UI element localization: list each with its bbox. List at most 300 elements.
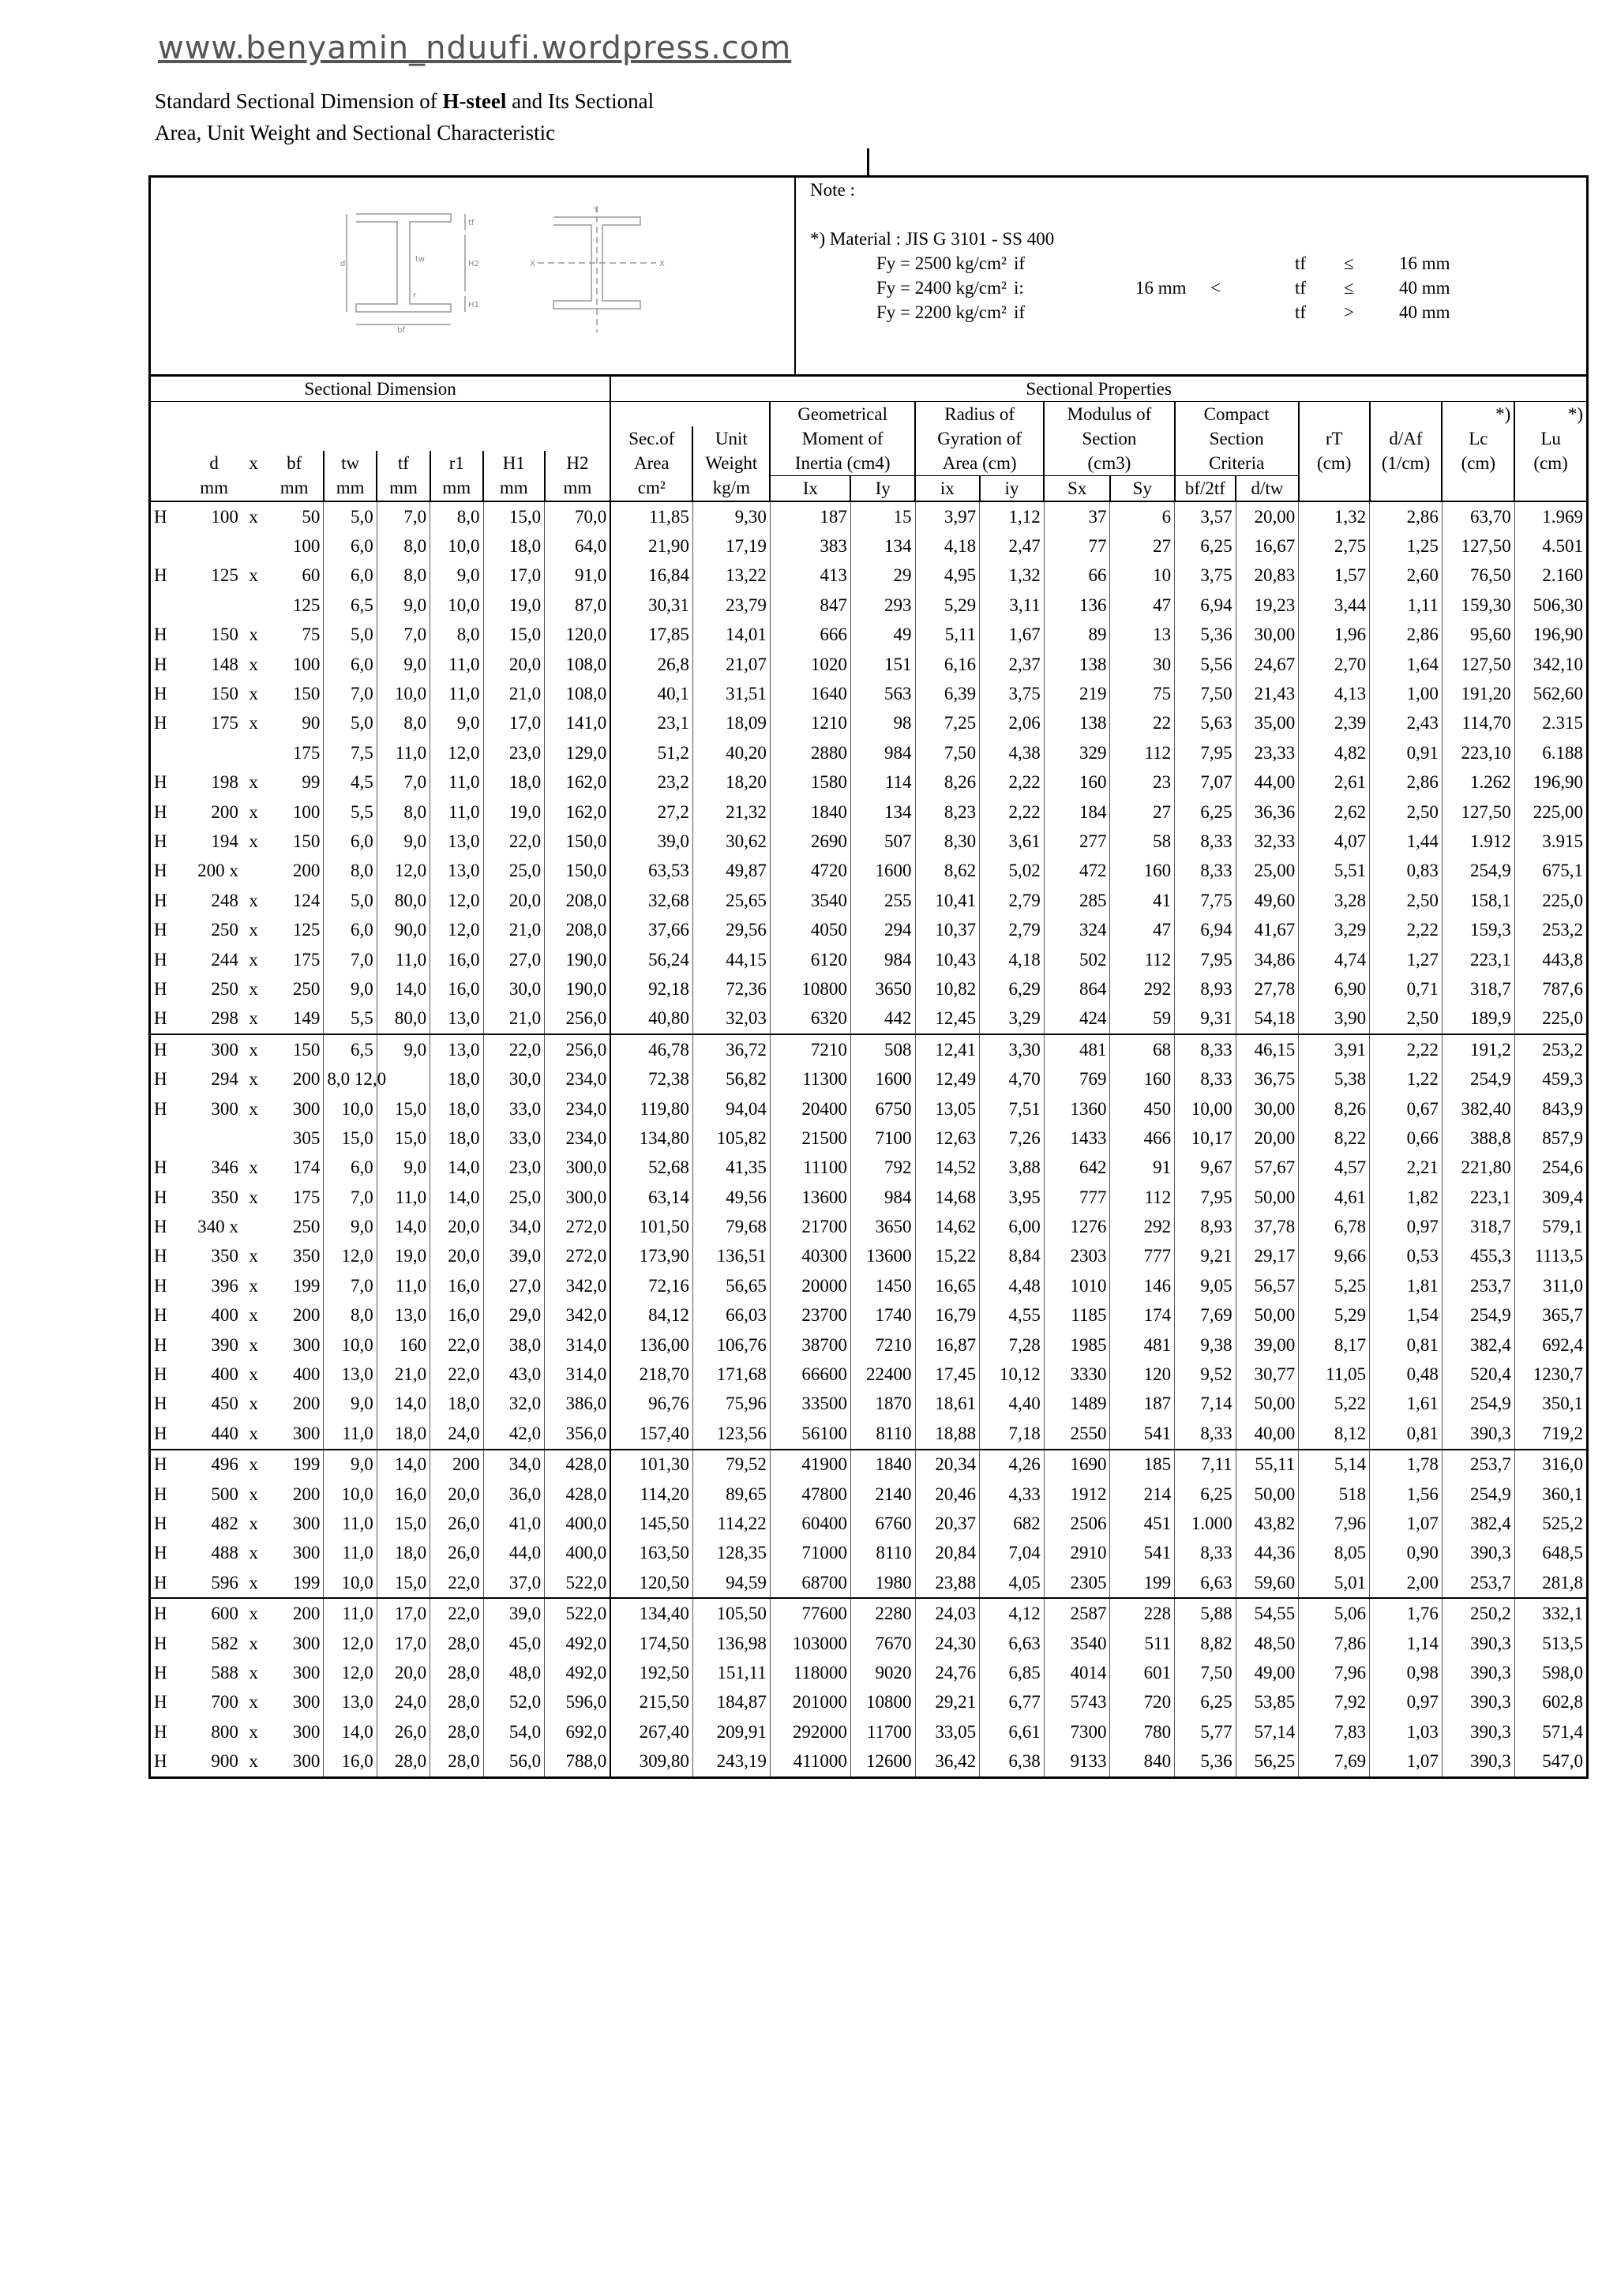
- table-cell: 40,80: [610, 1004, 692, 1034]
- table-cell: 5743: [1044, 1688, 1110, 1717]
- table-cell: 507: [850, 827, 915, 856]
- table-cell: 450: [211, 1394, 238, 1414]
- table-cell: 12,0: [430, 915, 483, 944]
- table-cell: 100: [292, 654, 321, 674]
- table-cell: H: [154, 1008, 167, 1029]
- table-cell: 150: [211, 625, 238, 645]
- table-cell: 390,3: [1442, 1419, 1514, 1449]
- table-cell: H: [154, 1484, 167, 1504]
- table-cell: 18,0: [483, 768, 545, 797]
- table-cell: 675,1: [1514, 857, 1587, 886]
- table-cell: 105,82: [692, 1124, 770, 1153]
- table-cell: 8,93: [1175, 974, 1236, 1004]
- table-cell: 12,63: [915, 1124, 980, 1153]
- table-cell: 4,61: [1299, 1183, 1370, 1212]
- table-cell: x: [249, 890, 258, 910]
- table-cell: 36,72: [692, 1034, 770, 1064]
- table-cell: 22,0: [430, 1568, 483, 1598]
- table-cell: 7,50: [1175, 679, 1236, 708]
- table-cell: 18,88: [915, 1419, 980, 1449]
- table-cell: 14,68: [915, 1183, 980, 1212]
- table-cell: 8,05: [1299, 1539, 1370, 1568]
- table-cell: 541: [1110, 1539, 1175, 1568]
- table-cell: x: [249, 1721, 258, 1742]
- table-cell: 390,3: [1442, 1629, 1514, 1658]
- table-cell: 1,12: [980, 501, 1045, 531]
- table-cell: 37,66: [610, 915, 692, 944]
- site-url[interactable]: www.benyamin_nduufi.wordpress.com: [158, 30, 792, 66]
- table-cell: 563: [850, 679, 915, 708]
- table-cell: 390: [211, 1334, 238, 1355]
- table-cell: 1640: [770, 679, 850, 708]
- table-cell: 34,86: [1236, 945, 1299, 974]
- table-cell: 134: [850, 797, 915, 827]
- table-row: [150, 1034, 1588, 1064]
- table-cell: 329: [1044, 738, 1110, 767]
- table-cell: 6,25: [1175, 797, 1236, 827]
- table-cell: 11,0: [430, 768, 483, 797]
- table-cell: 4,05: [980, 1568, 1045, 1598]
- table-cell: 20,0: [430, 1242, 483, 1271]
- table-cell: 13,0: [324, 1688, 377, 1717]
- table-cell: 52,0: [483, 1688, 545, 1717]
- table-cell: 340 x: [197, 1217, 238, 1237]
- table-cell: x: [249, 831, 258, 851]
- table-cell: 1,56: [1370, 1480, 1443, 1509]
- table-cell: 7,5: [324, 738, 377, 767]
- table-cell: 342,0: [545, 1271, 611, 1300]
- table-cell: 598,0: [1514, 1658, 1587, 1687]
- table-row: [150, 1629, 1588, 1658]
- table-cell: 13,0: [377, 1301, 430, 1330]
- table-cell: 2,70: [1299, 650, 1370, 679]
- table-row: [150, 561, 1588, 591]
- table-cell: x: [249, 1484, 258, 1504]
- table-cell: 253,2: [1514, 915, 1587, 944]
- table-cell: 6320: [770, 1004, 850, 1034]
- table-cell: 6: [1110, 501, 1175, 531]
- table-cell: 84,12: [610, 1301, 692, 1330]
- table-cell: 496: [186, 1450, 241, 1480]
- table-body: [150, 501, 1588, 1777]
- table-cell: 8,23: [915, 797, 980, 827]
- table-row: [150, 1301, 1588, 1330]
- table-cell: 13,22: [692, 561, 770, 591]
- table-cell: 388,8: [1442, 1124, 1514, 1153]
- table-cell: 386,0: [545, 1390, 611, 1419]
- table-cell: 24,67: [1236, 650, 1299, 679]
- table-cell: 4050: [770, 915, 850, 944]
- table-cell: 63,14: [610, 1183, 692, 1212]
- table-cell: 16,84: [610, 561, 692, 591]
- table-cell: 300: [292, 1334, 321, 1355]
- table-cell: 2,61: [1299, 768, 1370, 797]
- table-cell: H: [154, 831, 167, 851]
- table-cell: 250: [292, 1217, 321, 1237]
- table-cell: 2690: [770, 827, 850, 856]
- table-cell: 40,1: [610, 679, 692, 708]
- table-cell: 37,78: [1236, 1212, 1299, 1241]
- table-row: [150, 1419, 1588, 1449]
- table-cell: 75,96: [692, 1390, 770, 1419]
- table-cell: 49,00: [1236, 1658, 1299, 1687]
- table-cell: 41,35: [692, 1154, 770, 1183]
- table-cell: 38,0: [483, 1330, 545, 1360]
- table-cell: 7,07: [1175, 768, 1236, 797]
- table-cell: 77: [1044, 531, 1110, 561]
- table-cell: 151: [850, 650, 915, 679]
- table-cell: 136: [1044, 591, 1110, 620]
- table-cell: 33,05: [915, 1717, 980, 1746]
- table-cell: 16,79: [915, 1301, 980, 1330]
- table-cell: 160: [1110, 1064, 1175, 1094]
- table-cell: 13,0: [430, 1034, 483, 1064]
- table-cell: 12,0: [324, 1658, 377, 1687]
- table-cell: 11,0: [377, 1183, 430, 1212]
- table-cell: 9,0: [377, 1154, 430, 1183]
- table-cell: 39,0: [610, 827, 692, 856]
- table-cell: [150, 591, 187, 620]
- table-cell: 300: [292, 1662, 321, 1683]
- table-cell: 4720: [770, 857, 850, 886]
- table-cell: 225,00: [1514, 797, 1587, 827]
- table-cell: 1,44: [1370, 827, 1443, 856]
- table-cell: 11,0: [430, 650, 483, 679]
- table-cell: 200: [292, 1069, 321, 1090]
- table-cell: 162,0: [545, 797, 611, 827]
- table-cell: 4,18: [980, 945, 1045, 974]
- table-cell: 7,28: [980, 1330, 1045, 1360]
- table-cell: 27: [1110, 531, 1175, 561]
- table-cell: 175: [292, 949, 321, 970]
- table-cell: 8,82: [1175, 1629, 1236, 1658]
- table-cell: 525,2: [1514, 1509, 1587, 1538]
- table-cell: 223,1: [1442, 945, 1514, 974]
- table-cell: H: [154, 654, 167, 674]
- table-cell: 49,56: [692, 1183, 770, 1212]
- table-cell: 2,21: [1370, 1154, 1443, 1183]
- table-cell: H: [154, 1098, 167, 1119]
- table-cell: 6,25: [1175, 1480, 1236, 1509]
- table-cell: 18,0: [377, 1419, 430, 1449]
- table-cell: 12,0: [430, 886, 483, 915]
- table-cell: 20000: [770, 1271, 850, 1300]
- table-cell: 250: [211, 978, 238, 999]
- table-cell: 50,00: [1236, 1390, 1299, 1419]
- table-row: [150, 1094, 1588, 1124]
- table-cell: 15: [850, 501, 915, 531]
- table-cell: x: [249, 506, 258, 527]
- table-cell: 3650: [850, 974, 915, 1004]
- table-cell: 90: [302, 713, 321, 733]
- table-cell: 1,54: [1370, 1301, 1443, 1330]
- table-cell: 124: [292, 890, 321, 910]
- table-cell: 105,50: [692, 1598, 770, 1628]
- table-cell: 350,1: [1514, 1390, 1587, 1419]
- table-cell: 250: [292, 978, 321, 999]
- table-cell: 98: [850, 709, 915, 738]
- table-cell: 350: [292, 1246, 321, 1266]
- table-cell: 21,07: [692, 650, 770, 679]
- table-cell: 450: [1110, 1094, 1175, 1124]
- table-cell: 3,28: [1299, 886, 1370, 915]
- table-cell: 21,90: [610, 531, 692, 561]
- table-cell: 300: [292, 1098, 321, 1119]
- table-cell: 25,0: [483, 1183, 545, 1212]
- table-cell: 100: [211, 506, 238, 527]
- table-cell: 382,4: [1442, 1330, 1514, 1360]
- table-cell: 24,03: [915, 1598, 980, 1628]
- table-cell: 87,0: [545, 591, 611, 620]
- table-cell: 10,0: [430, 591, 483, 620]
- table-cell: 2,43: [1370, 709, 1443, 738]
- svg-text:tw: tw: [415, 255, 426, 264]
- table-cell: H: [154, 978, 167, 999]
- table-cell: 225,0: [1514, 886, 1587, 915]
- table-cell: 120,0: [545, 621, 611, 650]
- table-cell: 114,70: [1442, 709, 1514, 738]
- table-cell: 1,00: [1370, 679, 1443, 708]
- table-cell: 1360: [1044, 1094, 1110, 1124]
- table-row: [150, 1568, 1588, 1598]
- table-row: [150, 974, 1588, 1004]
- table-cell: 68: [1110, 1034, 1175, 1064]
- table-cell: 7,11: [1175, 1450, 1236, 1480]
- table-cell: 28,0: [430, 1629, 483, 1658]
- table-cell: 119,80: [610, 1094, 692, 1124]
- table-cell: 175: [211, 713, 238, 733]
- table-cell: 11,85: [610, 501, 692, 531]
- table-cell: 984: [850, 945, 915, 974]
- table-cell: 777: [1044, 1183, 1110, 1212]
- table-cell: 72,38: [610, 1064, 692, 1094]
- table-cell: 44,0: [483, 1539, 545, 1568]
- table-cell: x: [249, 565, 258, 586]
- table-cell: 13: [1110, 621, 1175, 650]
- table-cell: 547,0: [1514, 1746, 1587, 1777]
- table-cell: 163,50: [610, 1539, 692, 1568]
- table-cell: 6,00: [980, 1212, 1045, 1241]
- table-cell: 11,0: [324, 1509, 377, 1538]
- table-cell: 642: [1044, 1154, 1110, 1183]
- table-cell: 648,5: [1514, 1539, 1587, 1568]
- table-cell: 22,0: [483, 827, 545, 856]
- table-cell: 285: [1044, 886, 1110, 915]
- table-cell: 390,3: [1442, 1539, 1514, 1568]
- table-cell: 1450: [850, 1271, 915, 1300]
- table-cell: 3,75: [1175, 561, 1236, 591]
- table-cell: 72,36: [692, 974, 770, 1004]
- table-cell: 125: [292, 920, 321, 940]
- table-cell: H: [154, 1692, 167, 1713]
- table-cell: 33500: [770, 1390, 850, 1419]
- table-cell: 1,64: [1370, 650, 1443, 679]
- table-cell: 17,0: [483, 709, 545, 738]
- table-cell: 1185: [1044, 1301, 1110, 1330]
- table-row: [150, 886, 1588, 915]
- table-cell: 225,0: [1514, 1004, 1587, 1034]
- table-cell: 100: [292, 536, 321, 557]
- table-cell: 10,17: [1175, 1124, 1236, 1153]
- table-row: [150, 1124, 1588, 1153]
- table-cell: 209,91: [692, 1717, 770, 1746]
- table-cell: 21,0: [483, 915, 545, 944]
- table-cell: 11,0: [377, 1271, 430, 1300]
- table-cell: 5,51: [1299, 857, 1370, 886]
- table-cell: 719,2: [1514, 1419, 1587, 1449]
- table-cell: 31,51: [692, 679, 770, 708]
- table-cell: 300: [292, 1423, 321, 1443]
- table-row: [150, 827, 1588, 856]
- table-cell: 2506: [1044, 1509, 1110, 1538]
- table-cell: 682: [980, 1509, 1045, 1538]
- table-cell: 502: [1044, 945, 1110, 974]
- table-cell: x: [249, 654, 258, 674]
- table-cell: x: [249, 1751, 258, 1772]
- table-cell: 24,30: [915, 1629, 980, 1658]
- table-cell: x: [249, 1394, 258, 1414]
- table-cell: 10,0: [324, 1480, 377, 1509]
- table-cell: H: [154, 801, 167, 822]
- table-cell: 46,78: [610, 1034, 692, 1064]
- table-cell: 1912: [1044, 1480, 1110, 1509]
- table-cell: 666: [770, 621, 850, 650]
- table-cell: 2,22: [1370, 915, 1443, 944]
- table-cell: 47800: [770, 1480, 850, 1509]
- table-cell: 25,65: [692, 886, 770, 915]
- table-row: [150, 591, 1588, 620]
- table-cell: 49,87: [692, 857, 770, 886]
- table-cell: 0,81: [1370, 1419, 1443, 1449]
- table-cell: 254,6: [1514, 1154, 1587, 1183]
- table-row: [150, 1183, 1588, 1212]
- table-cell: 3,75: [980, 679, 1045, 708]
- table-cell: 194: [211, 831, 238, 851]
- table-cell: 442: [850, 1004, 915, 1034]
- table-cell: 63,70: [1442, 501, 1514, 531]
- table-cell: 1113,5: [1514, 1242, 1587, 1271]
- table-cell: 1,82: [1370, 1183, 1443, 1212]
- table-cell: 342,0: [545, 1301, 611, 1330]
- table-cell: 857,9: [1514, 1124, 1587, 1153]
- table-cell: 18,0: [430, 1064, 483, 1094]
- table-cell: 23,88: [915, 1568, 980, 1598]
- table-cell: 9,0: [377, 1034, 430, 1064]
- table-cell: 17,85: [610, 621, 692, 650]
- table-cell: 350: [211, 1246, 238, 1266]
- table-cell: 127,50: [1442, 797, 1514, 827]
- table-cell: 1,67: [980, 621, 1045, 650]
- table-cell: 1020: [770, 650, 850, 679]
- table-cell: 8,33: [1175, 1034, 1236, 1064]
- table-cell: 4,26: [980, 1450, 1045, 1480]
- table-cell: 160: [1044, 768, 1110, 797]
- table-cell: 13,0: [430, 857, 483, 886]
- table-cell: 146: [1110, 1271, 1175, 1300]
- table-cell: 6,63: [1175, 1568, 1236, 1598]
- table-cell: 443,8: [1514, 945, 1587, 974]
- table-cell: 520,4: [1442, 1360, 1514, 1389]
- table-cell: 3,97: [915, 501, 980, 531]
- table-cell: 5,36: [1175, 621, 1236, 650]
- table-cell: 11,0: [377, 945, 430, 974]
- table-cell: 8,26: [1299, 1094, 1370, 1124]
- table-cell: x: [249, 1364, 258, 1385]
- table-cell: 253,2: [1514, 1034, 1587, 1064]
- table-cell: 14,0: [430, 1154, 483, 1183]
- table-cell: 9,30: [692, 501, 770, 531]
- table-cell: [186, 591, 241, 620]
- table-cell: 6,25: [1175, 1688, 1236, 1717]
- table-cell: 8,12: [1299, 1419, 1370, 1449]
- table-cell: 56,0: [483, 1746, 545, 1777]
- table-cell: 3540: [1044, 1629, 1110, 1658]
- table-cell: H: [154, 861, 167, 881]
- table-cell: 14,0: [377, 1212, 430, 1241]
- table-cell: 136,51: [692, 1242, 770, 1271]
- table-cell: 541: [1110, 1419, 1175, 1449]
- table-cell: 9,0: [324, 1390, 377, 1419]
- table-cell: 254,9: [1442, 1480, 1514, 1509]
- table-cell: 7,50: [915, 738, 980, 767]
- table-cell: 77600: [770, 1598, 850, 1628]
- table-cell: 2,50: [1370, 1004, 1443, 1034]
- table-cell: 56,25: [1236, 1746, 1299, 1777]
- table-cell: 54,55: [1236, 1598, 1299, 1628]
- table-cell: 600: [186, 1598, 241, 1628]
- table-cell: H: [154, 1423, 167, 1443]
- table-cell: 481: [1110, 1330, 1175, 1360]
- table-cell: 25,0: [483, 857, 545, 886]
- table-cell: x: [249, 1187, 258, 1207]
- table-cell: 101,50: [610, 1212, 692, 1241]
- table-cell: H: [154, 890, 167, 910]
- table-cell: 9,0: [324, 1450, 377, 1480]
- table-cell: 7100: [850, 1124, 915, 1153]
- table-cell: 16,0: [430, 1271, 483, 1300]
- table-row: [150, 501, 1588, 531]
- table-row: [150, 857, 1588, 886]
- table-cell: 33,0: [483, 1124, 545, 1153]
- table-cell: 455,3: [1442, 1242, 1514, 1271]
- table-cell: 26,0: [430, 1539, 483, 1568]
- table-cell: x: [249, 713, 258, 733]
- table-cell: 7,86: [1299, 1629, 1370, 1658]
- table-cell: 588: [211, 1662, 238, 1683]
- table-cell: 2.160: [1514, 561, 1587, 591]
- table-cell: 50,00: [1236, 1301, 1299, 1330]
- table-cell: 26,8: [610, 650, 692, 679]
- table-cell: 18,61: [915, 1390, 980, 1419]
- table-cell: 6,0: [324, 915, 377, 944]
- table-cell: 4,38: [980, 738, 1045, 767]
- table-cell: 8,33: [1175, 1419, 1236, 1449]
- table-cell: 2,50: [1370, 886, 1443, 915]
- table-cell: 200 x: [197, 861, 238, 881]
- table-cell: x: [249, 1008, 258, 1029]
- table-cell: 23,0: [483, 738, 545, 767]
- table-cell: 840: [1110, 1746, 1175, 1777]
- table-cell: 4,18: [915, 531, 980, 561]
- table-cell: 777: [1110, 1242, 1175, 1271]
- table-cell: 127,50: [1442, 650, 1514, 679]
- table-cell: 8,17: [1299, 1330, 1370, 1360]
- table-cell: 2550: [1044, 1419, 1110, 1449]
- table-cell: 22,0: [483, 1034, 545, 1064]
- table-cell: 3,61: [980, 827, 1045, 856]
- table-cell: 66600: [770, 1360, 850, 1389]
- table-cell: 8,0: [324, 857, 377, 886]
